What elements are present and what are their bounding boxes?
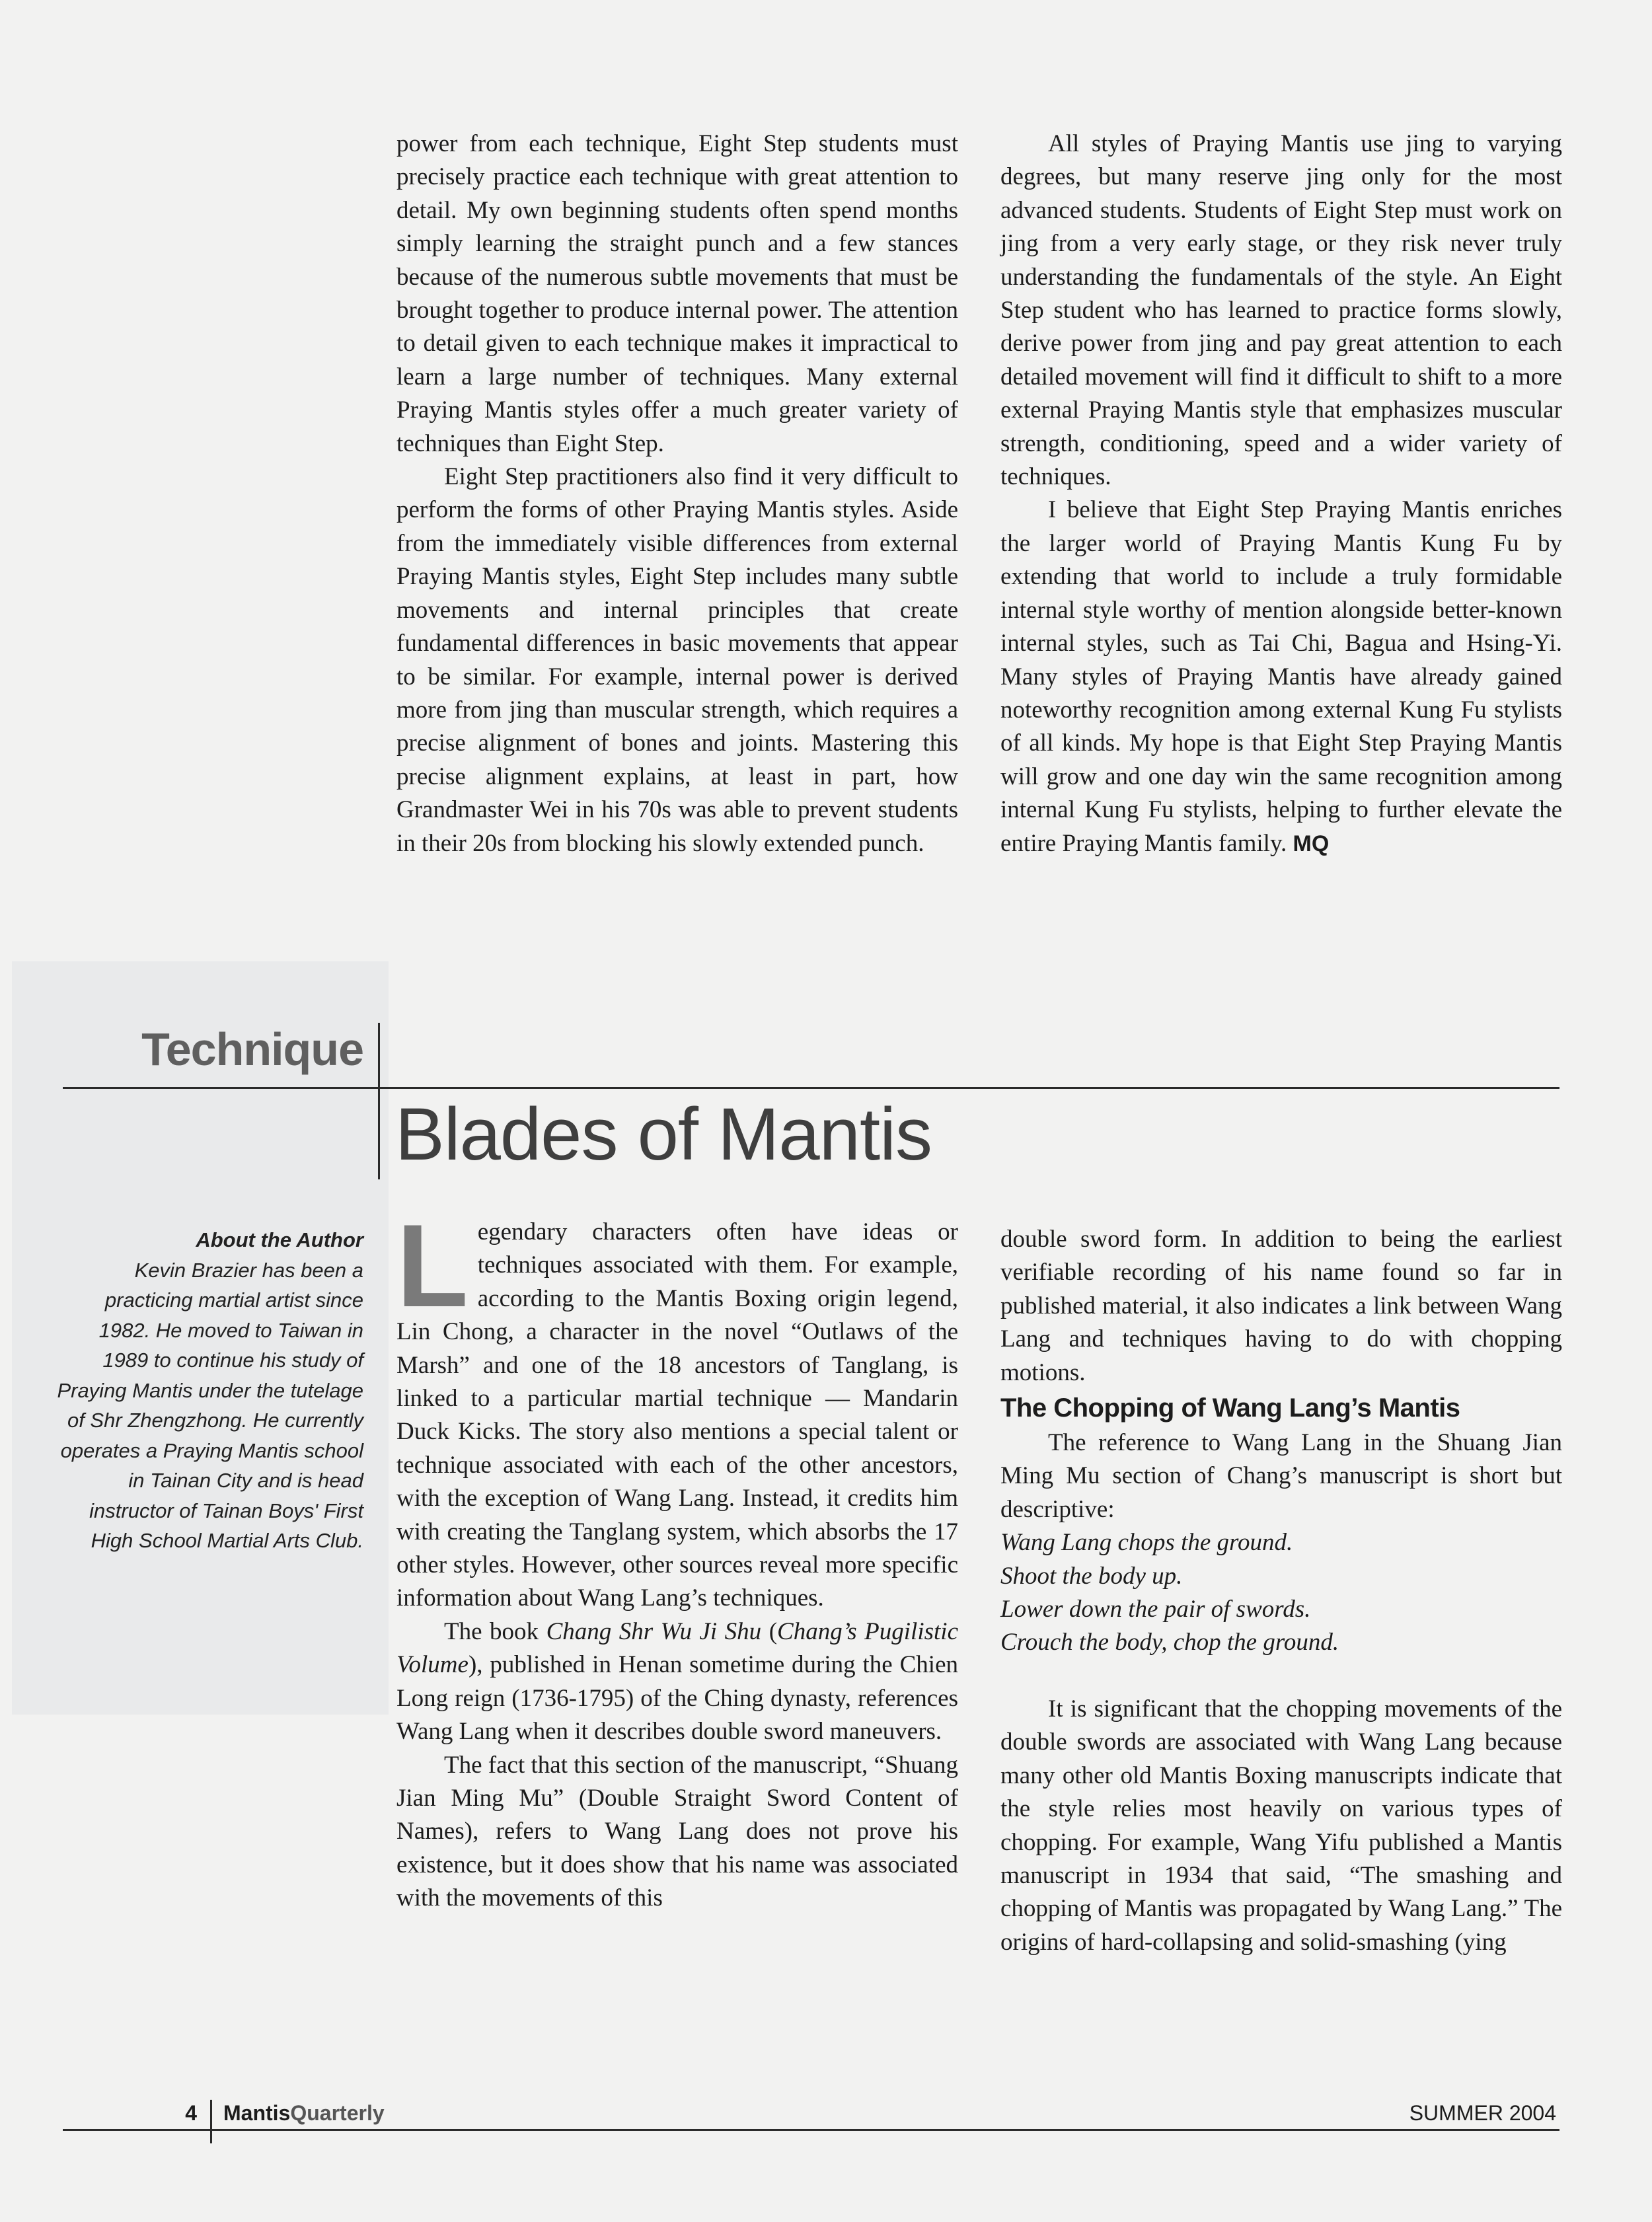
lead-paragraph-text: egendary characters often have ideas or techniques associated with them. For example, according to the Mantis Boxing origin legend, Lin Chong, a character in the novel “Outlaws of the Marsh” and one of the 18 ancestors of Tanglang, is linked to a particular martial technique — Mandarin Duck Kicks. The story also mentions a special talent or technique associated with each of the other ancestors, with the exception of Wang Lang. Instead, it credits him with creating the Tanglang system, which absorbs the 17 other styles. However, other sources reveal more specific information about Wang Lang’s techniques. bbox=[396, 1218, 958, 1612]
about-author-sidebar bbox=[56, 1225, 363, 1556]
verse-line-2: Shoot the body up. bbox=[1000, 1562, 1183, 1590]
column-b bbox=[1000, 128, 1562, 860]
footer-rule bbox=[63, 2129, 1559, 2131]
section-label: Technique bbox=[141, 1023, 363, 1075]
issue-label: SUMMER 2004 bbox=[1409, 2101, 1556, 2125]
about-author-body: Kevin Brazier has been a practicing martial artist since 1982. He moved to Taiwan in 1989 to continue his study of Praying Mantis under the tutelage of Shr Zhengzhong. He currently operates a Praying Mantis school in Tainan City and is head instructor of Tainan Boys' First High School Martial Arts Club. bbox=[57, 1258, 363, 1552]
column-b-closing-text: I believe that Eight Step Praying Mantis enriches the larger world of Praying Mantis Kung Fu by extending that world to include a truly formidable internal style worthy of mention alongside better-known internal styles, such as Tai Chi, Bagua and Hsing-Yi. Many styles of Praying Mantis have already gained noteworthy recognition among external Kung Fu stylists of all kinds. My hope is that Eight Step Praying Mantis will grow and one day win the same recognition among internal Kung Fu stylists, helping to further elevate the entire Praying Mantis family. bbox=[1000, 496, 1562, 857]
brand-part-1: Mantis bbox=[223, 2101, 291, 2125]
article-title: Blades of Mantis bbox=[395, 1093, 932, 1175]
column-b-closing-paragraph bbox=[1000, 494, 1562, 860]
final-paragraph: It is significant that the chopping movements of the double swords are associated with Wang Lang because many other old Mantis Boxing manuscripts indicate that the style relies most heavily on various types of chopping. For example, Wang Yifu published a Mantis manuscript in 1934 that said, “The smashing and chopping of Mantis was propagated by Wang Lang.” The origins of hard-collapsing and solid-smashing (ying bbox=[1000, 1695, 1562, 1956]
verse-line-4: Crouch the body, chop the ground. bbox=[1000, 1629, 1339, 1656]
about-author-heading: About the Author bbox=[196, 1228, 363, 1251]
verse-line-1: Wang Lang chops the ground. bbox=[1000, 1529, 1293, 1557]
column-a bbox=[396, 128, 958, 860]
book-intro: The book bbox=[444, 1617, 546, 1645]
page-number: 4 bbox=[185, 2101, 197, 2125]
column-a-paragraph-1: power from each technique, Eight Step students must precisely practice each technique with great attention to detail. My own beginning students often spend months simply learning the straight punch and a few stances because of the numerous subtle movements that must be brought together to produce internal power. The attention to detail given to each technique makes it impractical to learn a large number of techniques. Many external Praying Mantis styles offer a much greater variety of techniques than Eight Step. bbox=[396, 130, 958, 457]
book-paragraph bbox=[396, 1615, 958, 1749]
section-divider-horizontal bbox=[63, 1087, 1559, 1089]
column-c bbox=[396, 1200, 958, 1915]
mq-end-mark: MQ bbox=[1293, 831, 1330, 856]
brand-part-2: Quarterly bbox=[290, 2101, 385, 2125]
column-d bbox=[1000, 1223, 1562, 1959]
lead-paragraph bbox=[396, 1200, 958, 1615]
verse-spacer bbox=[1000, 1660, 1562, 1693]
book-rest: ), published in Henan sometime during the Chien Long reign (1736-1795) of the Ching dynasty, references Wang Lang when it describes double sword maneuvers. bbox=[396, 1651, 958, 1746]
verse-line-3: Lower down the pair of swords. bbox=[1000, 1596, 1311, 1623]
column-b-paragraph-1: All styles of Praying Mantis use jing to varying degrees, but many reserve jing only for the most advanced students. Students of Eight Step must work on jing from a very early stage, or they risk never truly understanding the fundamentals of the style. An Eight Step student who has learned to practice forms slowly, derive power from jing and pay great attention to each detailed movement will find it difficult to shift to a more external Praying Mantis style that emphasizes muscular strength, conditioning, speed and a wider variety of techniques. bbox=[1000, 130, 1562, 491]
section-divider-vertical bbox=[378, 1023, 380, 1179]
book-title: Chang Shr Wu Ji Shu bbox=[546, 1617, 762, 1645]
subheading: The Chopping of Wang Lang’s Mantis bbox=[1000, 1393, 1460, 1423]
reference-paragraph: The reference to Wang Lang in the Shuang Jian Ming Mu section of Chang’s manuscript is short but descriptive: bbox=[1000, 1429, 1562, 1523]
book-subtitle: Chang’s Pugilistic Volume bbox=[396, 1617, 958, 1679]
manuscript-paragraph: The fact that this section of the manuscript, “Shuang Jian Ming Mu” (Double Straight Sword Content of Names), refers to Wang Lang does not prove his existence, but it does show that his name was associated with the movements of this bbox=[396, 1751, 958, 1912]
continuation-paragraph: double sword form. In addition to being the earliest verifiable recording of his name found so far in published material, it also indicates a link between Wang Lang and techniques having to do with chopping motions. bbox=[1000, 1226, 1562, 1386]
drop-cap: L bbox=[396, 1200, 469, 1331]
magazine-brand bbox=[223, 2101, 385, 2126]
footer-divider bbox=[210, 2100, 212, 2143]
column-a-paragraph-2: Eight Step practitioners also find it very difficult to perform the forms of other Praying Mantis styles. Aside from the immediately visible differences from external Praying Mantis styles, Eight Step includes many subtle movements and internal principles that create fundamental differences in basic movements that appear to be similar. For example, internal power is derived more from jing than muscular strength, which requires a precise alignment of bones and joints. Mastering this precise alignment explains, at least in part, how Grandmaster Wei in his 70s was able to prevent students in their 20s from blocking his slowly extended punch. bbox=[396, 463, 958, 857]
book-paren: ( bbox=[761, 1617, 778, 1645]
